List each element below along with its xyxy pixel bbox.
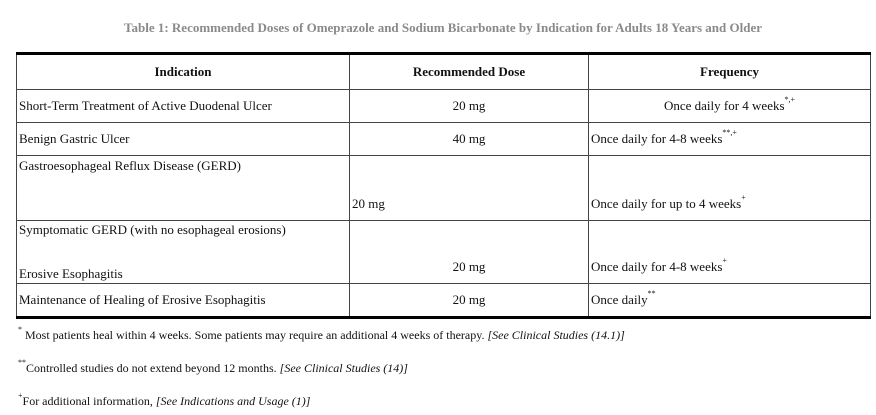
indication-cell [17, 221, 350, 284]
frequency-cell [589, 90, 871, 123]
footnote-mark: *,+ [784, 95, 796, 104]
frequency-text: Once daily for up to 4 weeks [591, 196, 742, 211]
footnote-mark: ** [18, 358, 26, 367]
footnote-text: For additional information, [22, 394, 156, 408]
table-header-row [17, 54, 871, 90]
table-row [17, 156, 871, 221]
indication-cell: Benign Gastric Ulcer [17, 123, 350, 156]
footnote-mark: ** [647, 289, 656, 298]
header-frequency: Frequency [589, 54, 871, 90]
footnote-reference: [See Clinical Studies (14)] [279, 361, 408, 375]
dosing-table [16, 52, 871, 319]
footnote [18, 325, 625, 343]
table-row [17, 221, 871, 284]
frequency-text: Once daily for 4-8 weeks [591, 259, 723, 274]
frequency-cell [589, 123, 871, 156]
footnote [18, 358, 408, 376]
frequency-text: Once daily for 4-8 weeks [591, 131, 723, 146]
footnote-mark: **,+ [722, 128, 737, 137]
footnote-text: Most patients heal within 4 weeks. Some patients may require an additional 4 weeks of therapy. [22, 328, 488, 342]
dose-cell: 20 mg [350, 90, 589, 123]
table-row [17, 284, 871, 318]
frequency-cell [589, 156, 871, 221]
footnote-reference: [See Indications and Usage (1)] [155, 394, 311, 408]
dose-cell: 20 mg [350, 221, 589, 284]
indication-cell: Maintenance of Healing of Erosive Esophagitis [17, 284, 350, 318]
indication-text: Erosive Esophagitis [19, 266, 123, 281]
frequency-cell [589, 284, 871, 318]
indication-text: Symptomatic GERD (with no esophageal erosions) [19, 222, 286, 237]
indication-text: Gastroesophageal Reflux Disease (GERD) [19, 158, 242, 173]
table-row [17, 123, 871, 156]
footnote-reference: [See Clinical Studies (14.1)] [487, 328, 625, 342]
indication-cell: Short-Term Treatment of Active Duodenal Ulcer [17, 90, 350, 123]
footnote-mark: + [741, 193, 746, 202]
frequency-cell [589, 221, 871, 284]
table-row [17, 90, 871, 123]
dose-cell: 20 mg [350, 284, 589, 318]
footnote-text: Controlled studies do not extend beyond 12 months. [26, 361, 280, 375]
header-dose: Recommended Dose [350, 54, 589, 90]
dose-cell: 20 mg [350, 156, 589, 221]
footnote-mark: * [18, 325, 22, 334]
frequency-text: Once daily [591, 292, 648, 307]
indication-cell [17, 156, 350, 221]
table-caption: Table 1: Recommended Doses of Omeprazole and Sodium Bicarbonate by Indication for Adults 18 Years and Older [124, 20, 762, 35]
frequency-text: Once daily for 4 weeks [663, 98, 785, 113]
dose-cell: 40 mg [350, 123, 589, 156]
footnote-mark: + [722, 256, 727, 265]
header-indication: Indication [17, 54, 350, 90]
footnote [18, 391, 311, 409]
footnote-mark: + [18, 391, 23, 400]
